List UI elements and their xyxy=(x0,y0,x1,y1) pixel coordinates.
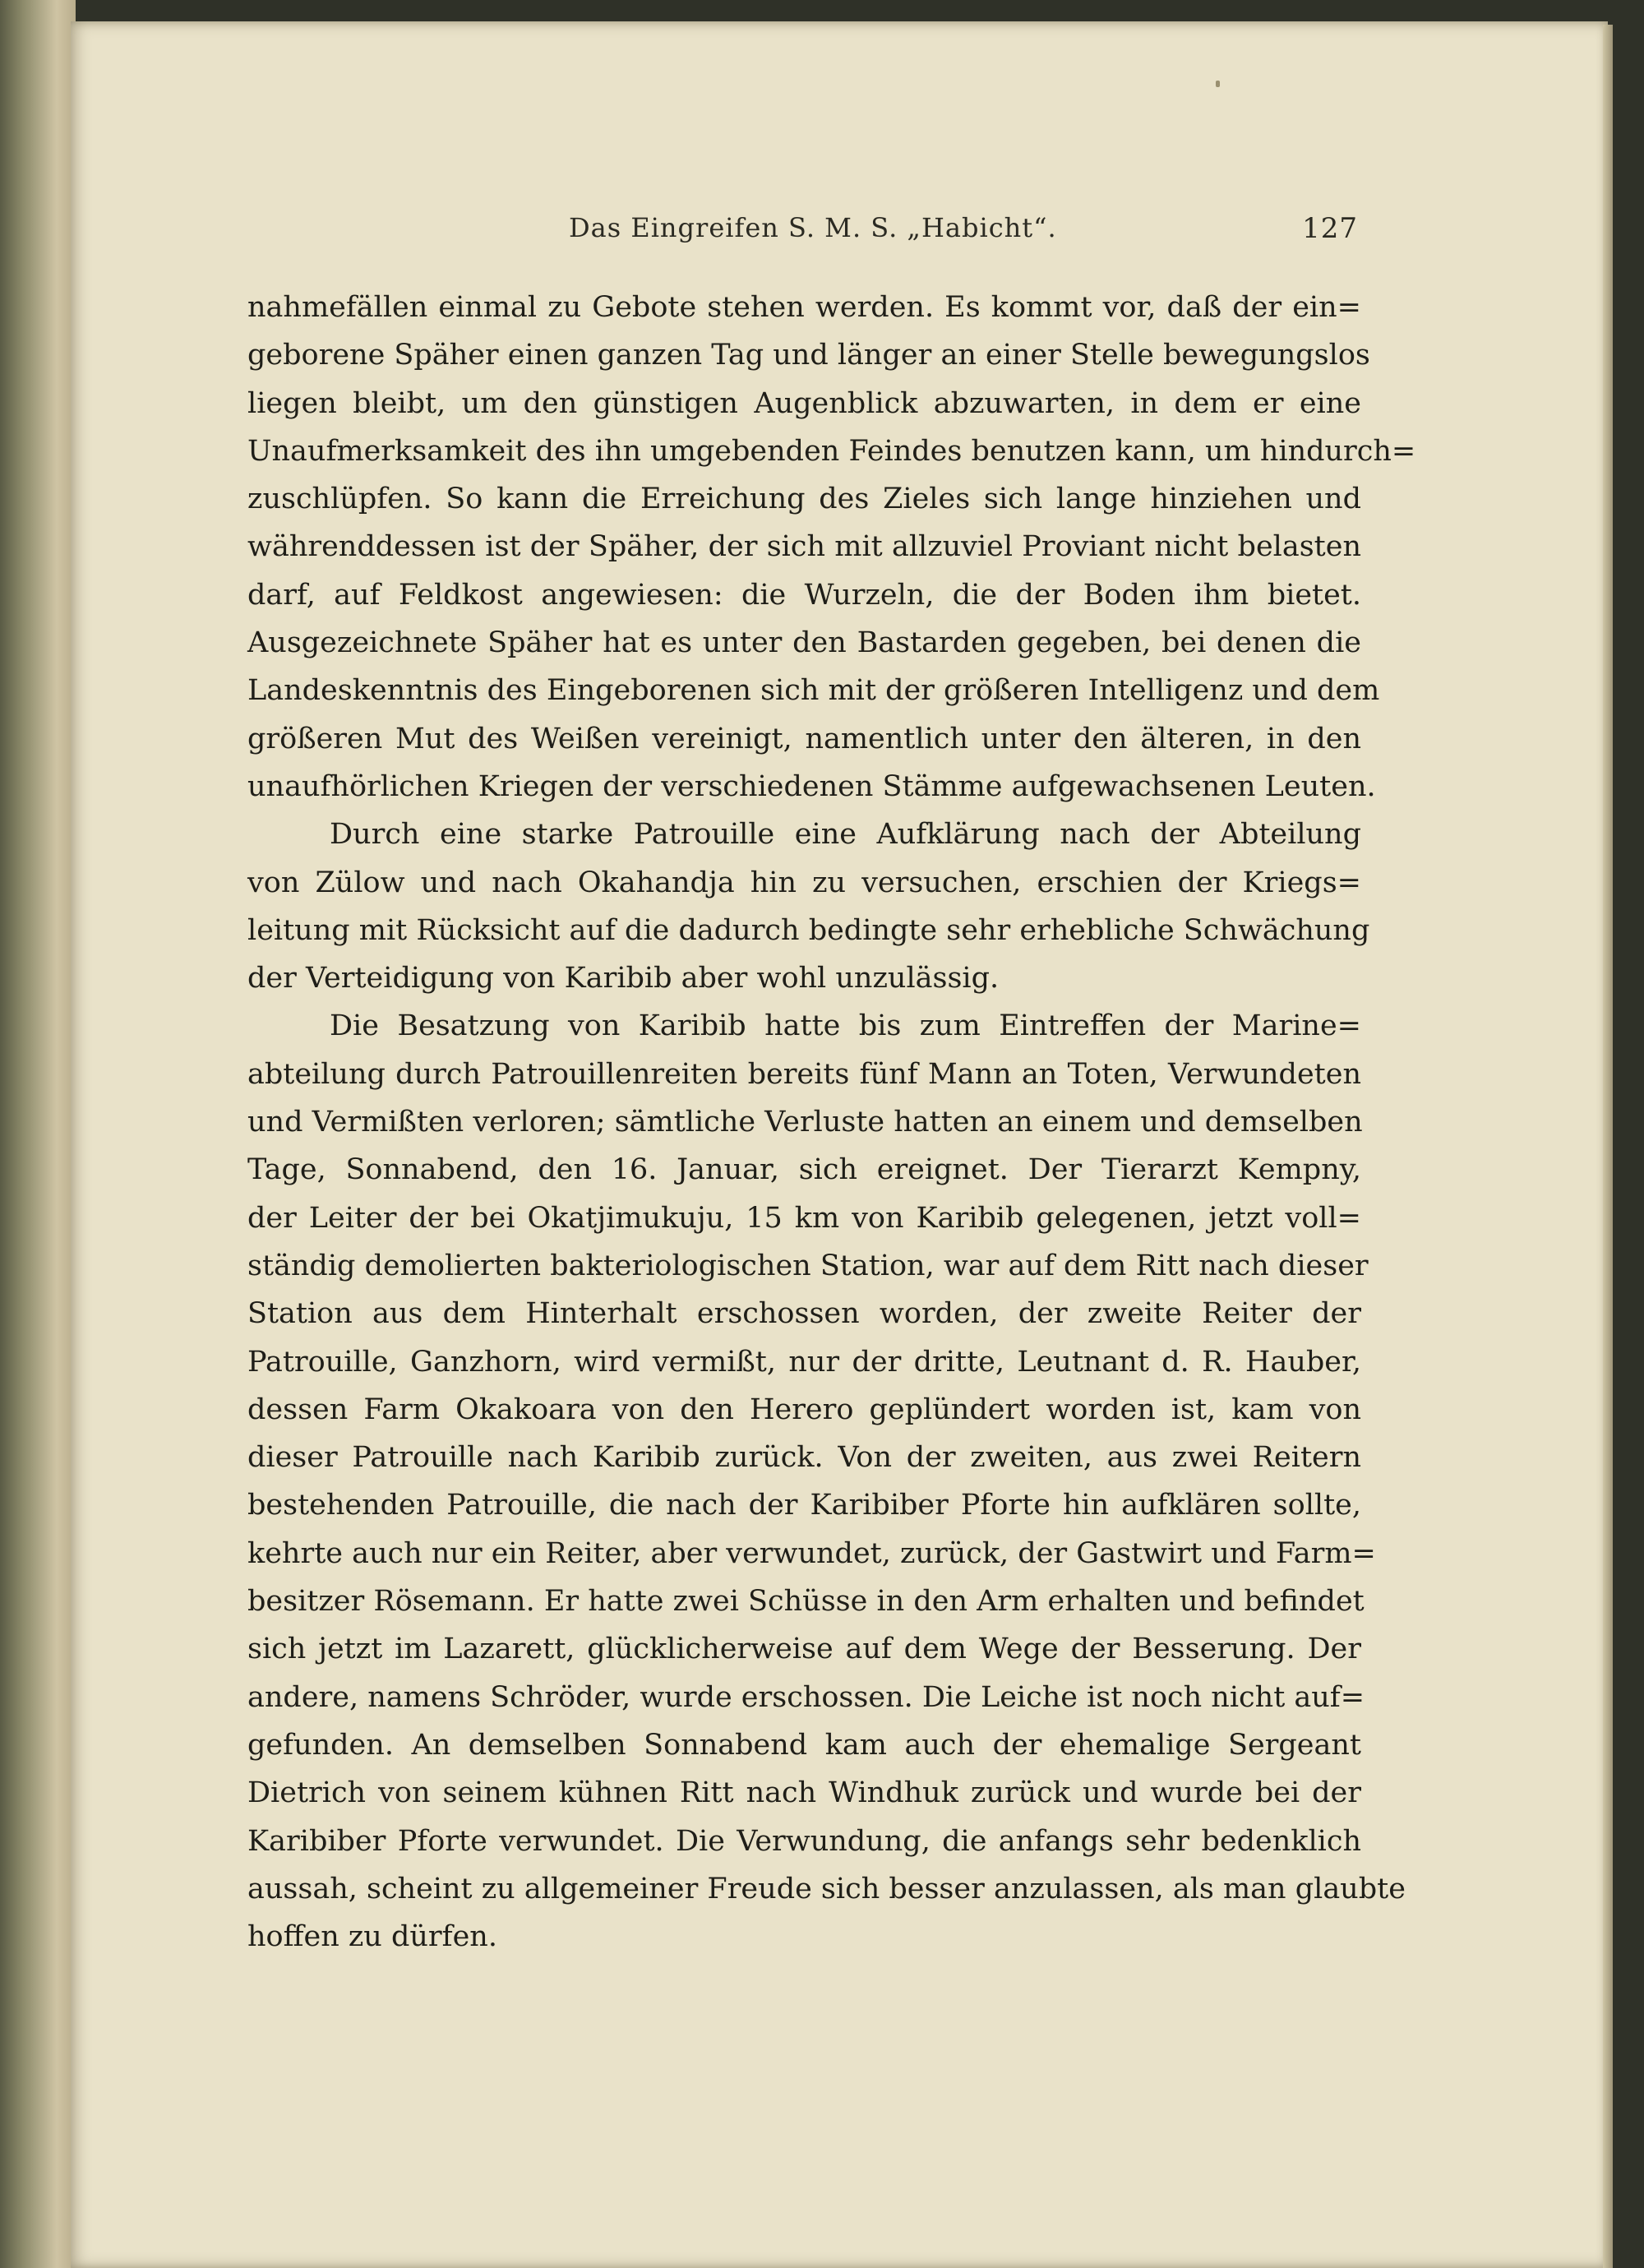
text-line: Patrouille, Ganzhorn, wird vermißt, nur der dritte, Leutnant d. R. Hauber, xyxy=(247,1345,1361,1379)
text-line: nahmefällen einmal zu Gebote stehen werden. Es kommt vor, daß der ein= xyxy=(247,291,1361,324)
text-line: währenddessen ist der Späher, der sich mit allzuviel Proviant nicht belasten xyxy=(247,530,1361,564)
previous-page-edge xyxy=(0,0,76,2268)
body-text xyxy=(247,284,1416,1961)
text-line: andere, namens Schröder, wurde erschossen. Die Leiche ist noch nicht auf= xyxy=(247,1680,1365,1714)
text-line: von Zülow und nach Okahandja hin zu versuchen, erschien der Kriegs= xyxy=(247,866,1361,899)
text-line: gefunden. An demselben Sonnabend kam auch der ehemalige Sergeant xyxy=(247,1728,1361,1762)
paper-speck xyxy=(1216,81,1220,87)
text-line: der Leiter der bei Okatjimukuju, 15 km von Karibib gelegenen, jetzt voll= xyxy=(247,1201,1361,1235)
text-line: Durch eine starke Patrouille eine Aufklärung nach der Abteilung xyxy=(330,818,1361,852)
text-line: geborene Späher einen ganzen Tag und länger an einer Stelle bewegungslos xyxy=(247,339,1370,372)
text-line: kehrte auch nur ein Reiter, aber verwundet, zurück, der Gastwirt und Farm= xyxy=(247,1536,1376,1570)
running-title: Das Eingreifen S. M. S. „Habicht“. xyxy=(569,212,1057,243)
text-line: Die Besatzung von Karibib hatte bis zum Eintreffen der Marine= xyxy=(330,1009,1361,1043)
text-line: leitung mit Rücksicht auf die dadurch bedingte sehr erhebliche Schwächung xyxy=(247,913,1370,947)
text-line: sich jetzt im Lazarett, glücklicherweise auf dem Wege der Besserung. Der xyxy=(247,1633,1361,1666)
text-line: abteilung durch Patrouillenreiten bereits fünf Mann an Toten, Verwundeten xyxy=(247,1057,1361,1091)
text-line: hoffen zu dürfen. xyxy=(247,1920,497,1954)
text-line: der Verteidigung von Karibib aber wohl unzulässig. xyxy=(247,962,1000,995)
text-line: Unaufmerksamkeit des ihn umgebenden Feindes benutzen kann, um hindurch= xyxy=(247,434,1416,468)
text-line: Dietrich von seinem kühnen Ritt nach Windhuk zurück und wurde bei der xyxy=(247,1776,1361,1810)
text-line: und Vermißten verloren; sämtliche Verluste hatten an einem und demselben xyxy=(247,1106,1363,1139)
text-line: aussah, scheint zu allgemeiner Freude sich besser anzulassen, als man glaubte xyxy=(247,1872,1406,1905)
text-line: darf, auf Feldkost angewiesen: die Wurzeln, die der Boden ihm bietet. xyxy=(247,578,1361,612)
text-line: größeren Mut des Weißen vereinigt, namentlich unter den älteren, in den xyxy=(247,722,1361,755)
text-line: zuschlüpfen. So kann die Erreichung des Zieles sich lange hinziehen und xyxy=(247,483,1361,516)
text-line: Station aus dem Hinterhalt erschossen worden, der zweite Reiter der xyxy=(247,1297,1361,1331)
text-line: bestehenden Patrouille, die nach der Karibiber Pforte hin aufklären sollte, xyxy=(247,1489,1361,1522)
text-line: liegen bleibt, um den günstigen Augenblick abzuwarten, in dem er eine xyxy=(247,386,1361,420)
text-line: dessen Farm Okakoara von den Herero geplündert worden ist, kam von xyxy=(247,1393,1361,1426)
running-header xyxy=(569,212,1358,253)
text-line: Karibiber Pforte verwundet. Die Verwundung, die anfangs sehr bedenklich xyxy=(247,1824,1361,1858)
text-line: dieser Patrouille nach Karibib zurück. Von der zweiten, aus zwei Reitern xyxy=(247,1441,1361,1475)
text-line: unaufhörlichen Kriegen der verschiedenen Stämme aufgewachsenen Leuten. xyxy=(247,769,1376,803)
text-line: Landeskenntnis des Eingeborenen sich mit der größeren Intelligenz und dem xyxy=(247,674,1380,708)
text-line: Tage, Sonnabend, den 16. Januar, sich ereignet. Der Tierarzt Kempny, xyxy=(247,1153,1361,1187)
page-number: 127 xyxy=(1302,212,1358,245)
text-line: besitzer Rösemann. Er hatte zwei Schüsse in den Arm erhalten und befindet xyxy=(247,1585,1365,1619)
page-edge xyxy=(1603,25,1613,2268)
text-line: Ausgezeichnete Späher hat es unter den Bastarden gegeben, bei denen die xyxy=(247,626,1361,660)
text-line: ständig demolierten bakteriologischen Station, war auf dem Ritt nach dieser xyxy=(247,1249,1369,1282)
